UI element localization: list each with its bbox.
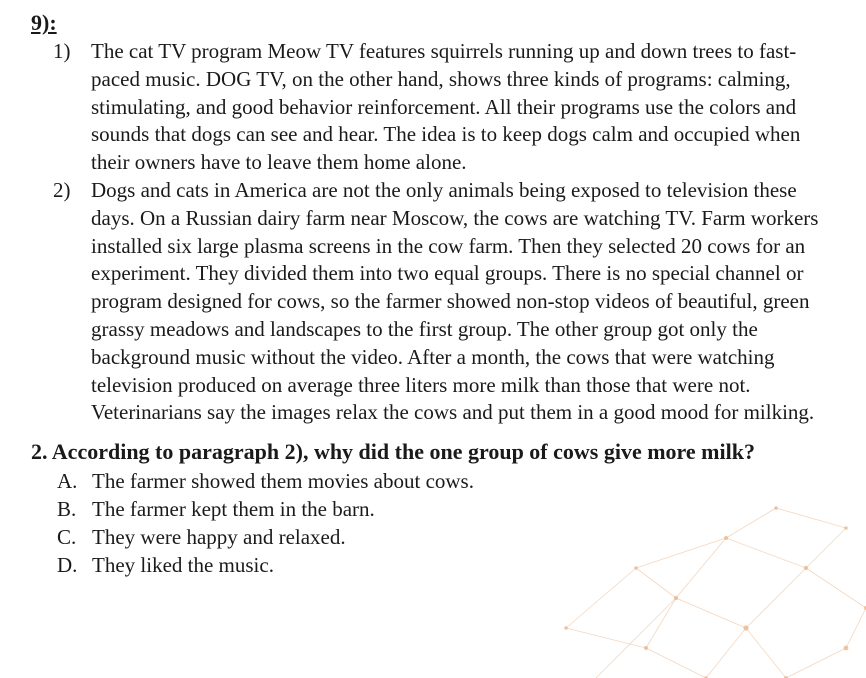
answer-options	[31, 467, 866, 579]
answer-option-a[interactable]	[31, 467, 866, 495]
option-letter: A.	[57, 469, 78, 494]
paragraph-text: Dogs and cats in America are not the only animals being exposed to television these days. On a Russian dairy farm near Moscow, the cows are watching TV. Farm workers installed six large plasma screens in the cow farm. Then they selected 20 cows for an experiment. They divided them into two equal groups. There is no special channel or program designed for cows, so the farmer showed non-stop videos of beautiful, green grassy meadows and landscapes to the first group. The other group got only the background music without the video. After a month, the cows that were watching television produced on average three liters more milk than those that were not. Veterinarians say the images relax the cows and put them in a good mood for milking.	[91, 177, 819, 425]
option-text: They liked the music.	[92, 553, 274, 578]
section-label: 9):	[31, 10, 57, 35]
option-text: The farmer kept them in the barn.	[92, 497, 375, 522]
paragraph-number: 1)	[53, 39, 71, 63]
option-text: The farmer showed them movies about cows.	[92, 469, 474, 494]
answer-option-c[interactable]	[31, 523, 866, 551]
option-letter: C.	[57, 525, 77, 550]
option-letter: B.	[57, 497, 77, 522]
option-letter: D.	[57, 553, 78, 578]
answer-option-d[interactable]	[31, 551, 866, 579]
answer-option-b[interactable]	[31, 495, 866, 523]
question-block	[31, 439, 866, 579]
option-text: They were happy and relaxed.	[92, 525, 346, 550]
question-text: 2. According to paragraph 2), why did the one group of cows give more milk?	[31, 439, 755, 465]
paragraph-item	[31, 38, 866, 177]
paragraph-number: 2)	[53, 177, 71, 202]
paragraph-list	[31, 38, 866, 427]
paragraph-item	[31, 177, 866, 427]
paragraph-text: The cat TV program Meow TV features squirrels running up and down trees to fast-paced music. DOG TV, on the other hand, shows three kinds of programs: calming, stimulating, and good behavior reinforcement. All their programs use the colors and sounds that dogs can see and hear. The idea is to keep dogs calm and occupied when their owners have to leave them home alone.	[91, 39, 801, 175]
